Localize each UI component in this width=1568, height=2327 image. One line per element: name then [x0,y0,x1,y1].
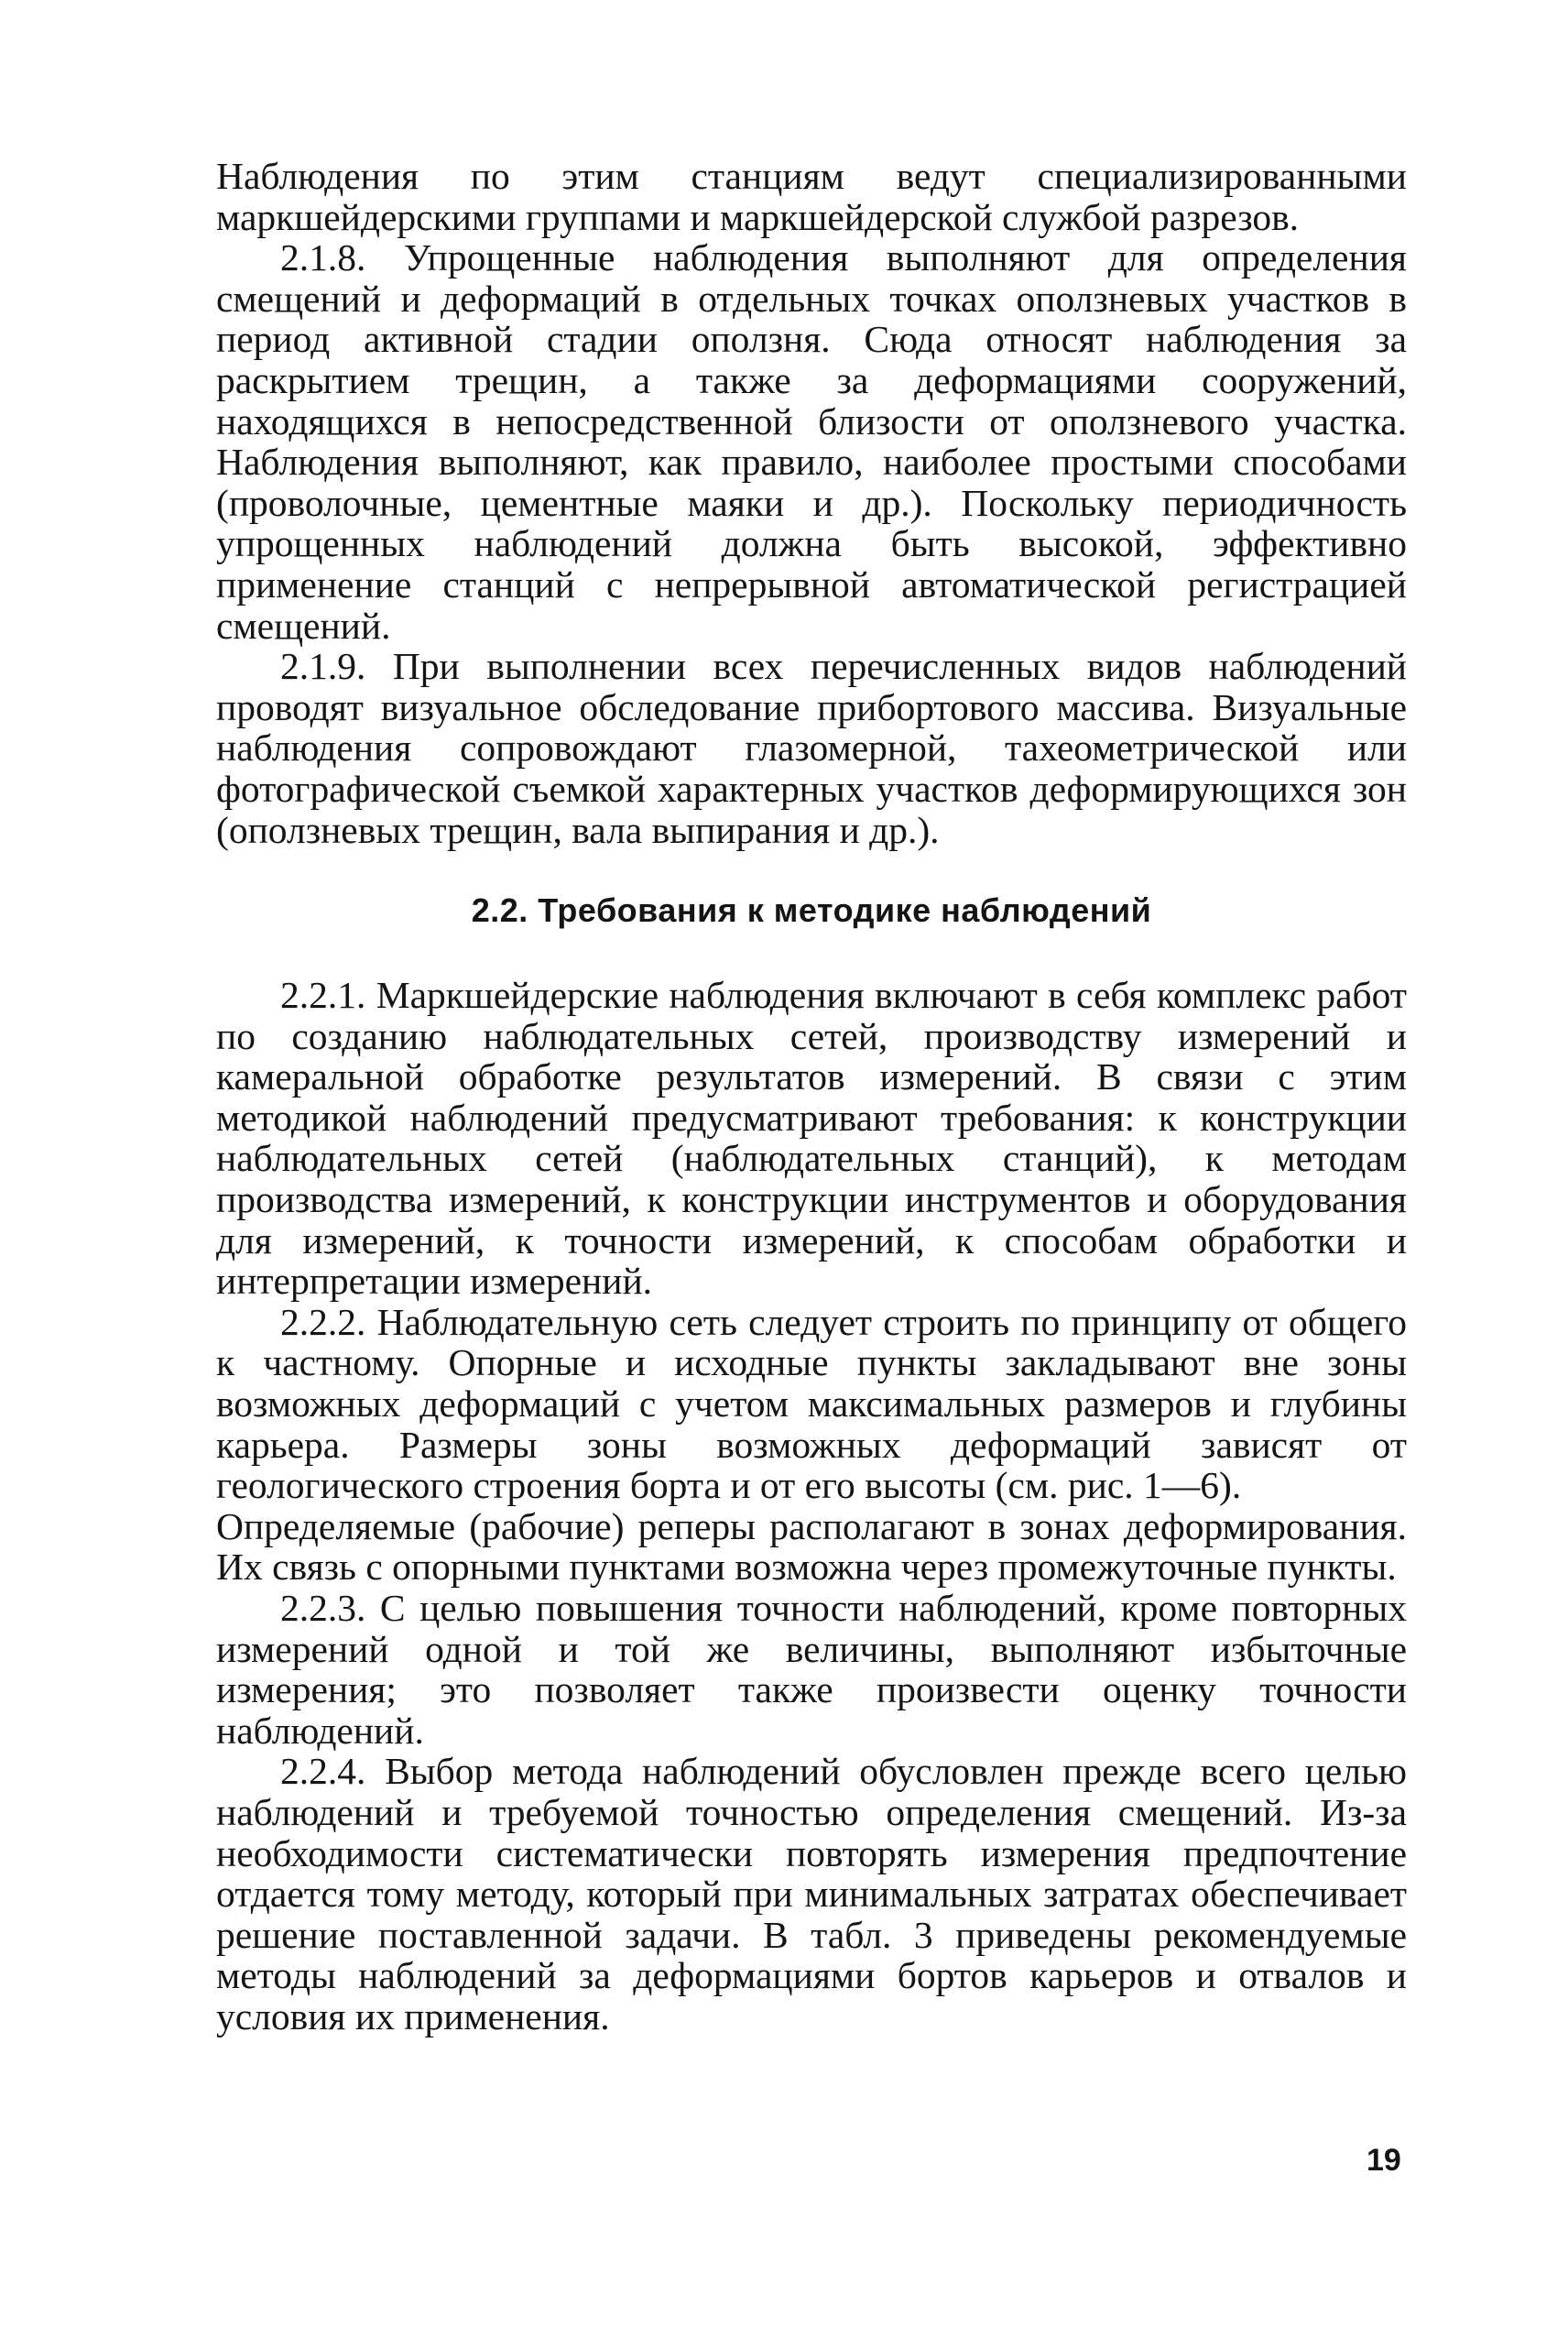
paragraph-2-2-2: 2.2.2. Наблюдательную сеть следует строить по принципу от общего к частному. Опорные и исходные пункты закладывают вне зоны возможных деформаций с учетом максимальных размеров и глубины карьера. Размеры зоны возможных деформаций зависят от геологического строения борта и от его высоты (см. рис. 1—6). [216,1300,1407,1507]
paragraph-2-1-9: 2.1.9. При выполнении всех перечисленных видов наблюдений проводят визуальное обследование прибортового массива. Визуальные наблюдения сопровождают глазомерной, тахеометрической или фотографической съемкой характерных участков деформирующихся зон (оползневых трещин, вала выпирания и др.). [216,645,1407,851]
paragraph-1: Наблюдения по этим станциям ведут специализированными маркшейдерскими группами и маркшейдерской службой разрезов. [216,155,1407,238]
page-number: 19 [1367,2143,1401,2178]
paragraph-2-2-3: 2.2.3. С целью повышения точности наблюдений, кроме повторных измерений одной и той же величины, выполняют избыточные измерения; это позволяет также произвести оценку точности наблюдений. [216,1587,1407,1752]
paragraph-reference-points: Определяемые (рабочие) реперы располагают в зонах деформирования. Их связь с опорными пунктами возможна через промежуточные пункты. [216,1504,1407,1589]
paragraph-2-1-8: 2.1.8. Упрощенные наблюдения выполняют для определения смещений и деформаций в отдельных точках оползневых участков в период активной стадии оползня. Сюда относят наблюдения за раскрытием трещин, а также за деформациями сооружений, находящихся в непосредственной близости от оползневого участка. Наблюдения выполняют, как правило, наиболее простыми способами (проволочные, цементные маяки и др.). Поскольку периодичность упрощенных наблюдений должна быть высокой, эффективно применение станций с непрерывной автоматической регистрацией смещений. [216,236,1407,647]
paragraph-2-2-4: 2.2.4. Выбор метода наблюдений обусловлен прежде всего целью наблюдений и требуемой точностью определения смещений. Из-за необходимости систематически повторять измерения предпочтение отдается тому методу, который при минимальных затратах обеспечивает решение поставленной задачи. В табл. 3 приведены рекомендуемые методы наблюдений за деформациями бортов карьеров и отвалов и условия их применения. [216,1750,1407,2037]
document-page [216,156,1407,2226]
paragraph-2-2-1: 2.2.1. Маркшейдерские наблюдения включают в себя комплекс работ по созданию наблюдательных сетей, производству измерений и камеральной обработке результатов измерений. В связи с этим методикой наблюдений предусматривают требования: к конструкции наблюдательных сетей (наблюдательных станций), к методам производства измерений, к конструкции инструментов и оборудования для измерений, к точности измерений, к способам обработки и интерпретации измерений. [216,974,1407,1303]
section-heading: 2.2. Требования к методике наблюдений [471,891,1152,930]
